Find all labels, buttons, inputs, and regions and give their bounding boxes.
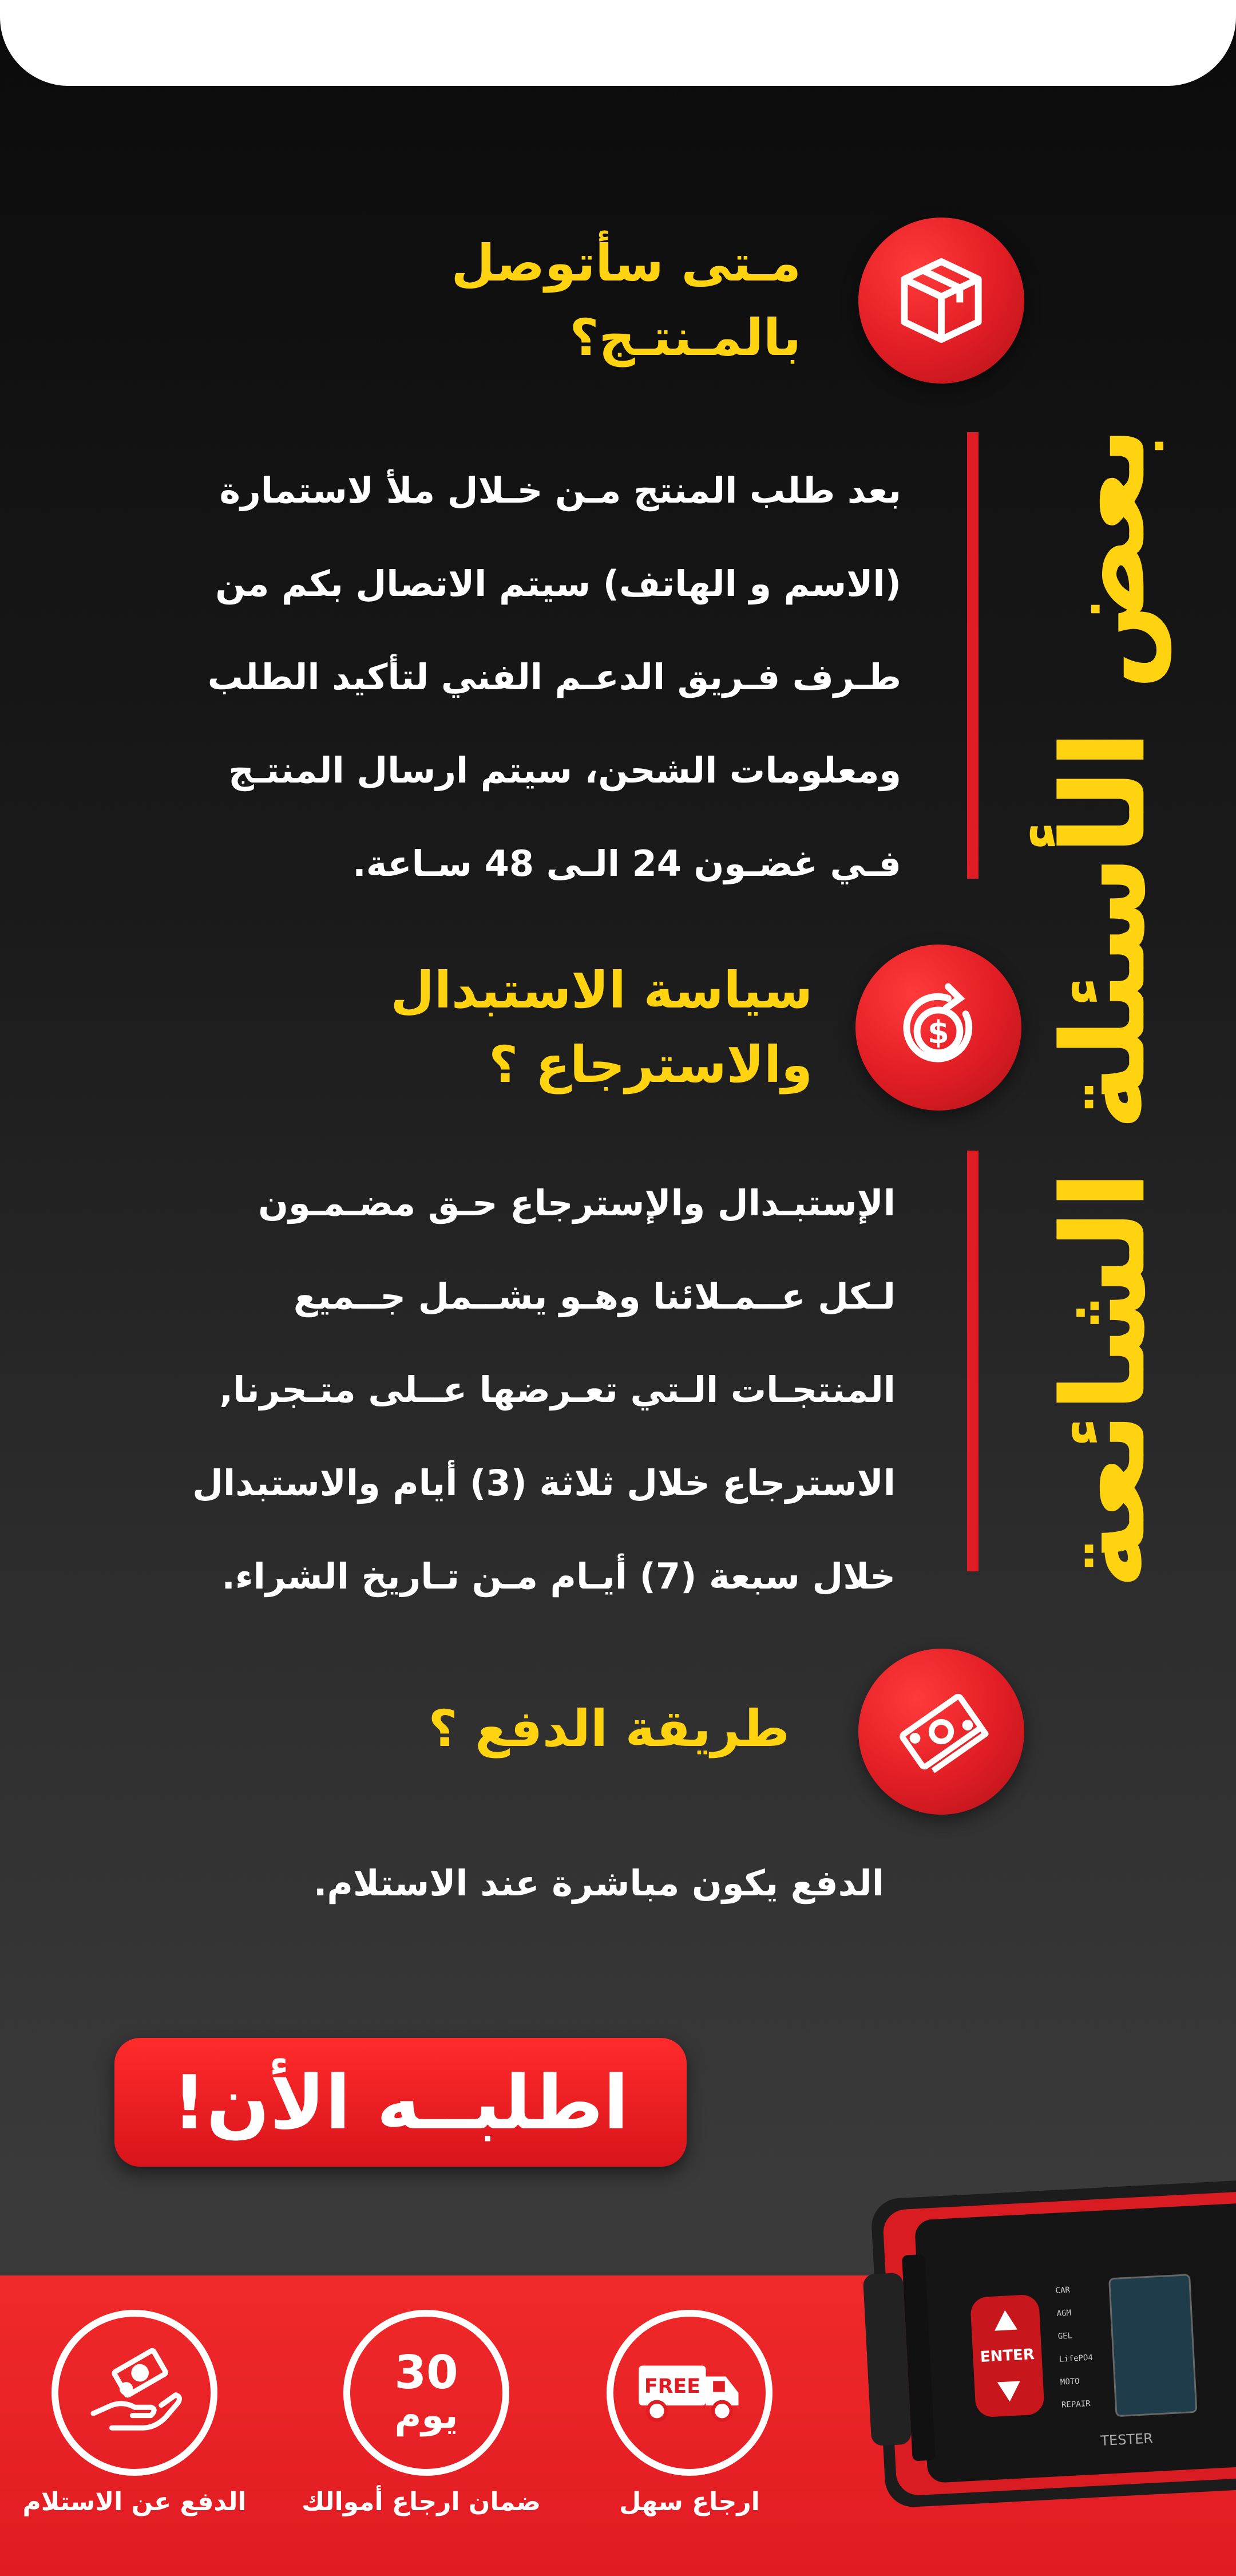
panel-label: MOTO [1060, 2376, 1080, 2387]
svg-text:$: $ [928, 1014, 949, 1051]
red-divider-bar [967, 432, 978, 879]
answer-line: الإستبـدال والإسترجاع حـق مضـمـون [258, 1182, 896, 1224]
question-line: والاسترجاع ؟ [489, 1035, 813, 1094]
faq-side-title [1037, 426, 1171, 1589]
badge-label-easy-return: ارجاع سهل [619, 2487, 760, 2516]
refund-dollar-icon [855, 945, 1021, 1111]
badge-label-money-back: ضمان ارجاع أموالك [302, 2487, 541, 2516]
answer-line: (الاسم و الهاتف) سيتم الاتصال بكم من [215, 563, 901, 605]
badge-label-cash-on-delivery: الدفع عن الاستلام [22, 2487, 247, 2516]
battery-charger-product-image [858, 2168, 1236, 2532]
free-text: FREE [644, 2375, 701, 2398]
device-brand-text: TESTER [1100, 2430, 1154, 2449]
answer-line: الاسترجاع خلال ثلاثة (3) أيام والاستبدال [192, 1462, 896, 1504]
order-now-button[interactable]: اطلبــه الأن! [114, 2038, 687, 2167]
faq-answer-returns [114, 1156, 896, 1623]
panel-label: GEL [1057, 2331, 1073, 2341]
answer-line: لـكل عــمـلائنا وهـو يشــمل جــميع [293, 1275, 896, 1317]
question-line: مـتى سأتوصل [451, 234, 801, 293]
panel-label: LifePO4 [1059, 2353, 1094, 2364]
question-line: سياسة الاستبدال [390, 961, 813, 1020]
panel-label: AGM [1056, 2308, 1072, 2318]
faq-question-returns [286, 953, 813, 1102]
cash-on-delivery-icon [52, 2310, 217, 2476]
faq-question-delivery [343, 226, 801, 375]
question-line: طريقة الدفع ؟ [428, 1699, 790, 1758]
faq-side-title-text: بعض الأسئلة الشائعة [1037, 426, 1171, 1589]
money-bills-icon [858, 1649, 1024, 1815]
answer-line: فـي غضـون 24 الـى 48 سـاعة. [352, 843, 901, 884]
faq-answer-payment [114, 1838, 884, 1929]
red-divider-bar [967, 1151, 978, 1571]
days-number: 30 [394, 2346, 458, 2399]
top-white-card [0, 0, 1236, 86]
answer-line: المنتجـات الـتي تعـرضها عــلى متـجرنا, [219, 1369, 896, 1411]
free-truck-icon [607, 2310, 772, 2476]
answer-line: خلال سبعة (7) أيـام مـن تـاريخ الشراء. [221, 1555, 896, 1597]
days-word: يوم [394, 2395, 458, 2437]
answer-line: طـرف فـريق الدعـم الفني لتأكيد الطلب [207, 656, 901, 698]
faq-question-payment [343, 1692, 790, 1766]
answer-line: ومعلومات الشحن، سيتم ارسال المنتـج [228, 749, 901, 791]
panel-label: REPAIR [1061, 2399, 1091, 2410]
enter-button-label: ENTER [980, 2346, 1035, 2366]
answer-line: الدفع يكون مباشرة عند الاستلام. [313, 1862, 884, 1904]
panel-label: CAR [1055, 2285, 1071, 2296]
30-days-icon [343, 2310, 509, 2476]
answer-line: بعد طلب المنتج مـن خـلال ملأ لاستمارة [219, 469, 901, 511]
faq-answer-delivery [114, 444, 901, 910]
question-line: بالمـنتـج؟ [569, 308, 801, 367]
package-icon [858, 218, 1024, 384]
